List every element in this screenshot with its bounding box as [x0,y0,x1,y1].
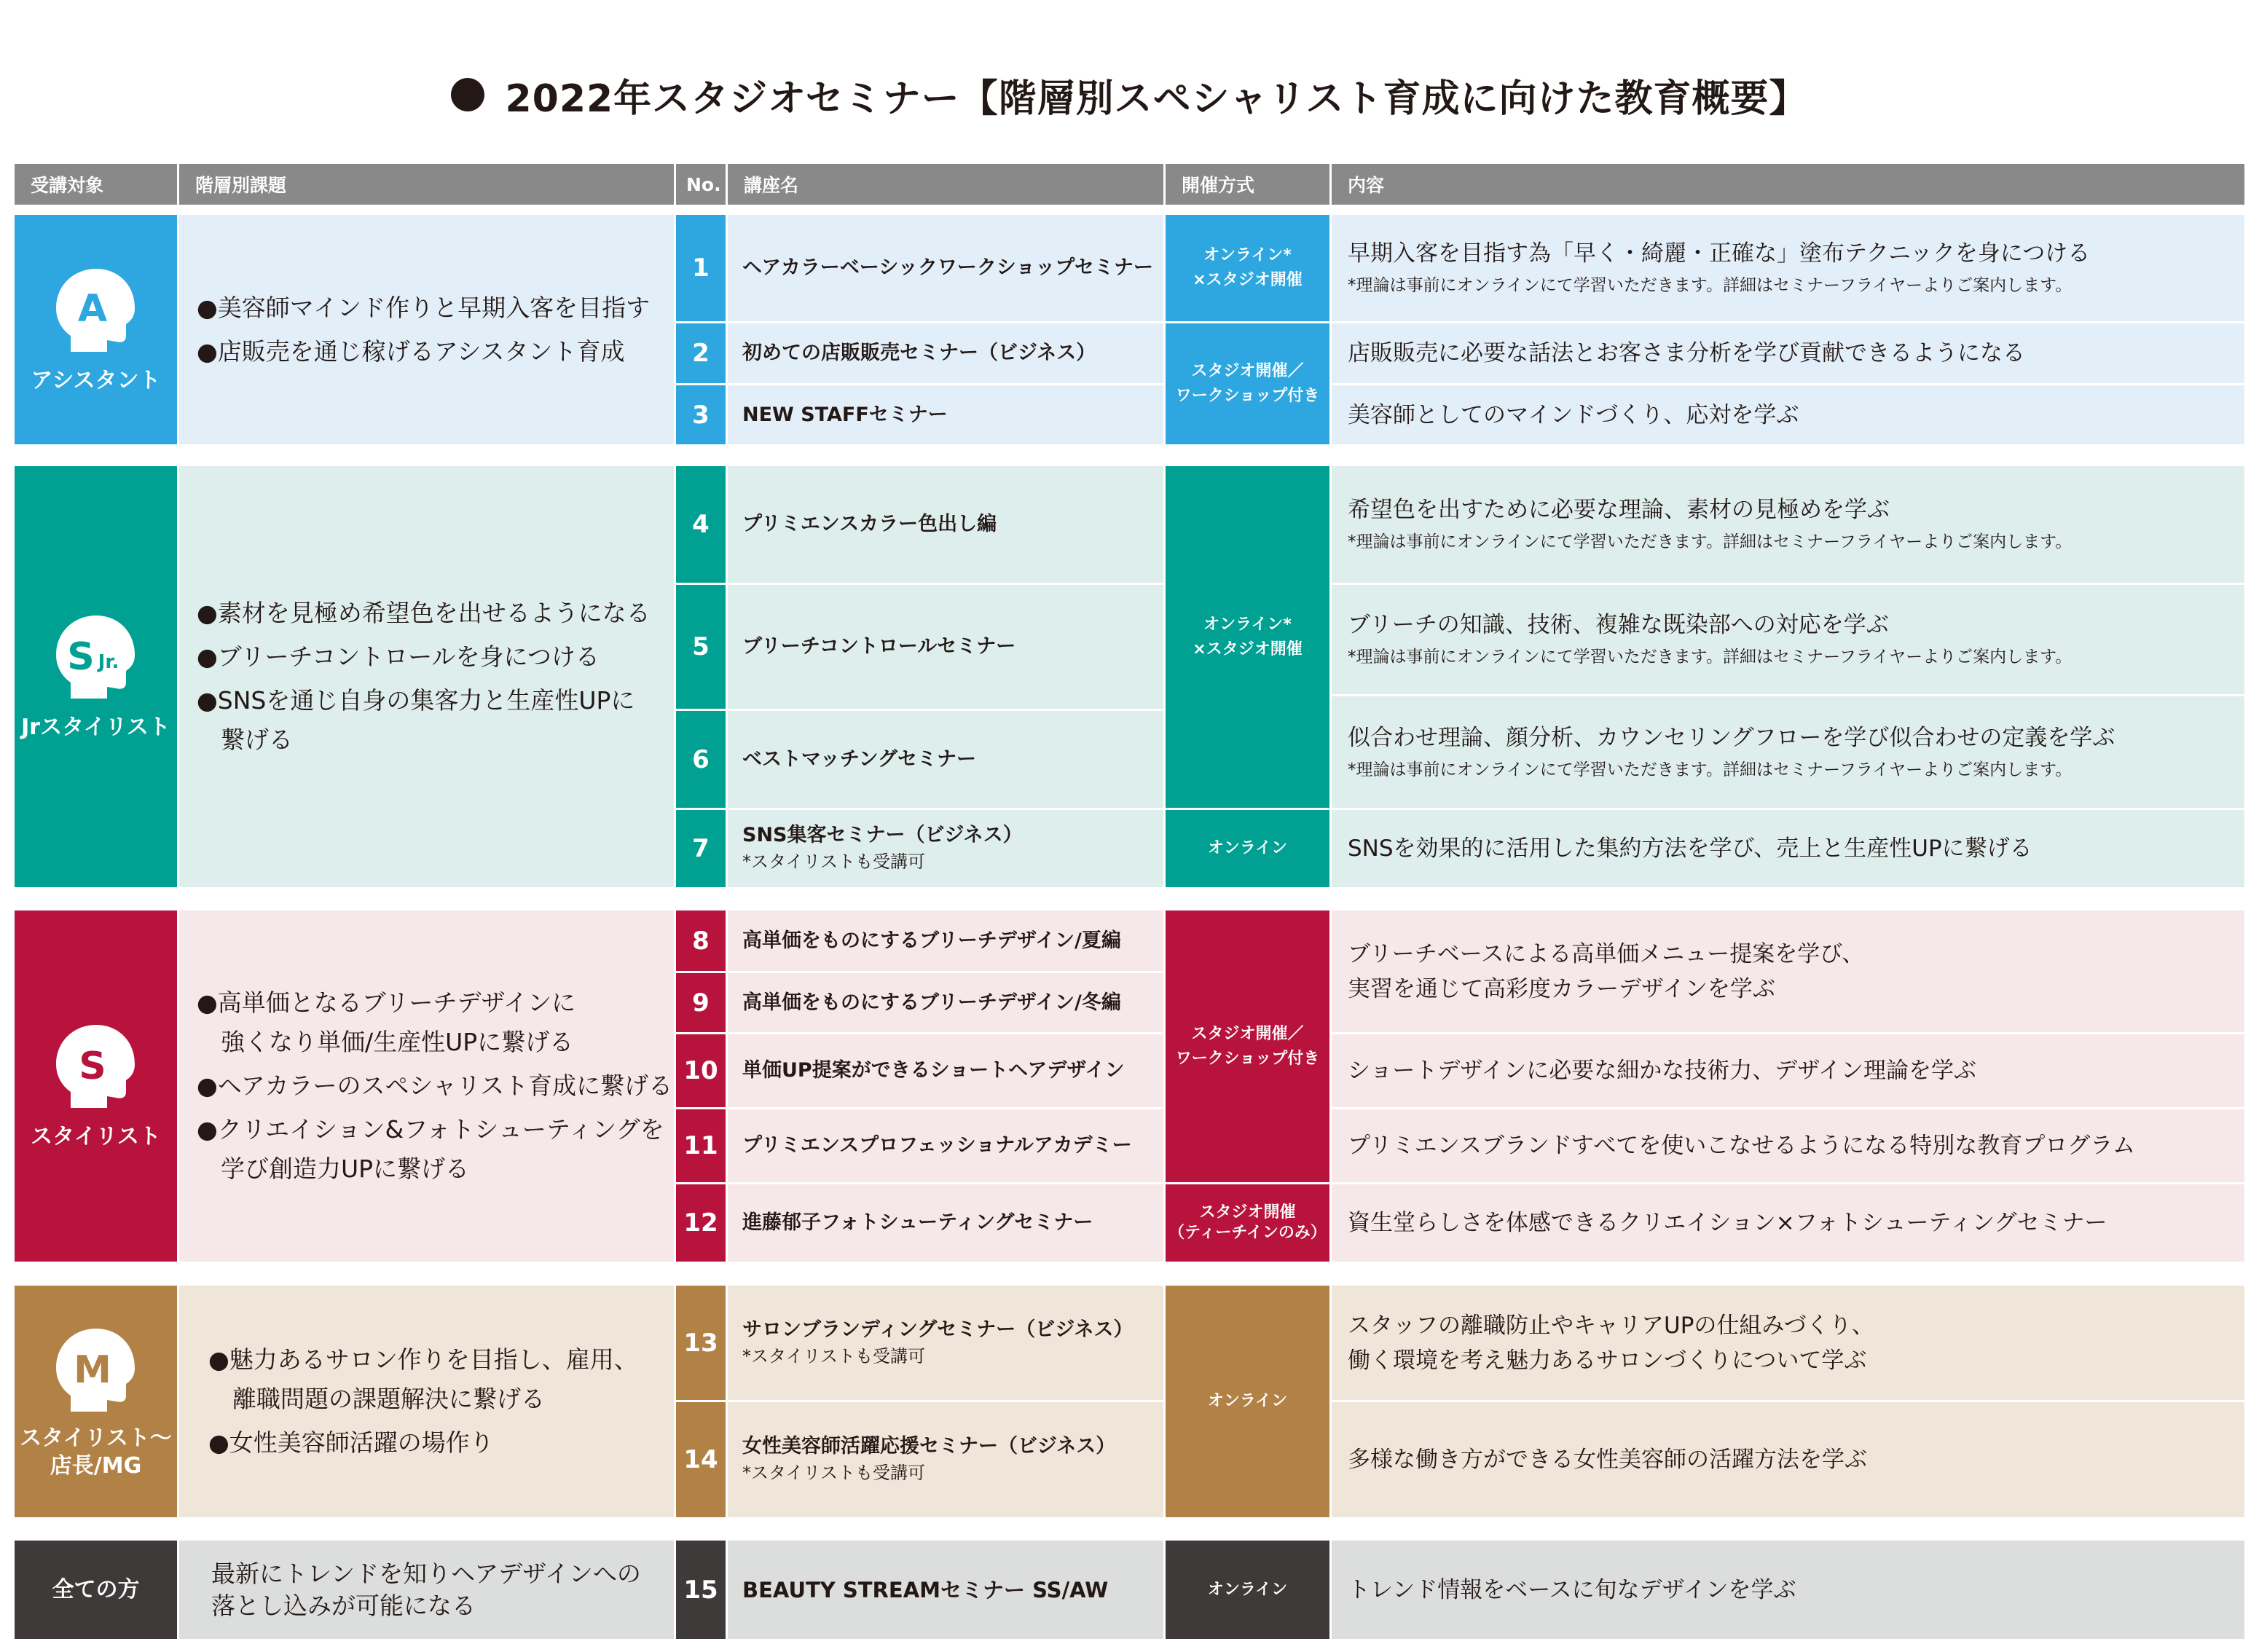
header-no: No. [676,164,726,205]
course-name-10 [728,1034,1163,1107]
course-no-9: 9 [676,973,726,1032]
course-no-3: 3 [676,385,726,444]
content-text: ショートデザインに必要な細かな技術力、デザイン理論を学ぶ [1348,1058,1977,1084]
stylist-badge-icon [49,1019,144,1114]
content-text: トレンド情報をベースに旬なデザインを学ぶ [1348,1576,1796,1603]
course-title: 高単価をものにするブリーチデザイン/冬編 [742,991,1121,1014]
content-text: 店販販売に必要な話法とお客さま分析を学び貢献できるようになる [1348,340,2025,366]
topic-item: 繋げる [197,725,293,754]
course-no-10: 10 [676,1034,726,1107]
topic-item: ●魅力あるサロン作りを目指し、雇用、 [208,1345,638,1374]
course-title: NEW STAFFセミナー [742,403,948,426]
course-name-7 [728,810,1163,887]
manager-badge-icon [49,1323,144,1417]
course-title: ヘアカラーベーシックワークショップセミナー [742,256,1154,279]
header-audience: 受講対象 [15,164,177,205]
course-name-6 [728,711,1163,808]
format-line: スタジオ開催／ [1191,1024,1304,1043]
course-no-14: 14 [676,1402,726,1517]
course-title: 単価UP提案ができるショートヘアデザイン [742,1059,1125,1082]
content-text: 働く環境を考え魅力あるサロンづくりについて学ぶ [1348,1347,1867,1374]
header-content: 内容 [1332,164,2244,205]
course-name-2 [728,323,1163,383]
course-title: プリミエンスプロフェッショナルアカデミー [742,1134,1132,1157]
content-7 [1332,810,2244,887]
course-name-4 [728,466,1163,583]
course-name-12 [728,1184,1163,1262]
course-title: プリミエンスカラー色出し編 [742,513,997,535]
course-name-13 [728,1286,1163,1400]
course-name-15 [728,1541,1163,1639]
topic-item: 学び創造力UPに繋げる [197,1155,470,1183]
course-no-15: 15 [676,1541,726,1639]
page-title-text: 2022年スタジオセミナー【階層別スペシャリスト育成に向けた教育概要】 [505,76,1808,121]
course-note: *スタイリストも受講可 [742,851,926,872]
topics-assistant [179,215,674,444]
course-title: 初めての店販販売セミナー（ビジネス） [742,342,1096,364]
format-line: オンライン* [1203,246,1292,264]
topic-item: ●店販売を通じ稼げるアシスタント育成 [197,337,625,366]
course-note: *スタイリストも受講可 [742,1463,926,1483]
svg-text:A: A [77,286,107,331]
page-title [0,66,2259,124]
content-5 [1332,585,2244,694]
course-no-13: 13 [676,1286,726,1400]
course-name-5 [728,585,1163,709]
course-no-12: 12 [676,1184,726,1262]
assistant-badge-icon [49,263,144,358]
content-text: 多様な働き方ができる女性美容師の活躍方法を学ぶ [1348,1447,1867,1473]
course-title: BEAUTY STREAMセミナー SS/AW [742,1577,1109,1602]
course-no-2: 2 [676,323,726,383]
content-1 [1332,215,2244,321]
header-topics: 階層別課題 [179,164,674,205]
topic-item: ●高単価となるブリーチデザインに [197,988,576,1017]
content-15 [1332,1541,2244,1639]
audience-stylist-label: スタイリスト [31,1124,161,1149]
content-6 [1332,696,2244,808]
topic-item: ●SNSを通じ自身の集客力と生産性UPに [197,686,635,715]
topic-item: ●女性美容師活躍の場作り [208,1428,494,1457]
content-text: プリミエンスブランドすべてを使いこなせるようになる特別な教育プログラム [1348,1133,2135,1159]
course-no-8: 8 [676,910,726,971]
format-line: ワークショップ付き [1175,1049,1320,1068]
course-title: 進藤郁子フォトシューティングセミナー [742,1211,1093,1234]
course-name-9 [728,973,1163,1032]
topic-item: ●ブリーチコントロールを身につける [197,642,600,671]
format-2 [1166,323,1329,444]
format-5 [1166,910,1329,1182]
format-line: スタジオ開催 [1199,1203,1296,1222]
topic-item: 離職問題の課題解決に繋げる [208,1385,545,1413]
course-name-8 [728,910,1163,971]
course-no-1: 1 [676,215,726,321]
audience-jr-label: Jrスタイリスト [21,715,170,740]
course-name-11 [728,1109,1163,1182]
topics-manager [179,1286,674,1517]
course-name-3 [728,385,1163,444]
content-11 [1332,1109,2244,1182]
audience-manager [15,1286,177,1517]
content-text: 早期入客を目指す為「早く・綺麗・正確な」塗布テクニックを身につける [1348,240,2091,267]
topic-item: ●ヘアカラーのスペシャリスト育成に繋げる [197,1071,673,1100]
audience-manager-label-2: 店長/MG [50,1453,142,1479]
content-text: スタッフの離職防止やキャリアUPの仕組みづくり、 [1348,1312,1874,1339]
course-no-7: 7 [676,810,726,887]
course-no-11: 11 [676,1109,726,1182]
content-text: SNSを効果的に活用した集約方法を学び、売上と生産性UPに繋げる [1348,835,2032,862]
content-14 [1332,1402,2244,1517]
course-title: サロンブランディングセミナー（ビジネス） [742,1318,1134,1341]
content-12 [1332,1184,2244,1262]
audience-all-label: 全ての方 [52,1576,140,1602]
topic-item: 最新にトレンドを知りヘアデザインへの [211,1559,641,1588]
header-course: 講座名 [728,164,1163,205]
content-4 [1332,466,2244,583]
audience-all [15,1541,177,1639]
course-note: *スタイリストも受講可 [742,1345,926,1366]
content-10 [1332,1034,2244,1107]
svg-text:M: M [73,1348,111,1392]
content-note: *理論は事前にオンラインにて学習いただきます。詳細はセミナーフライヤーよりご案内します。 [1348,532,2073,551]
format-line: オンライン [1207,839,1288,857]
topic-item: ●クリエイション&フォトシューティングを [197,1115,664,1144]
content-text: 実習を通じて高彩度カラーデザインを学ぶ [1348,975,1775,1002]
content-text: 資生堂らしさを体感できるクリエイション×フォトシューティングセミナー [1348,1210,2107,1236]
course-title: ブリーチコントロールセミナー [742,635,1016,658]
format-6 [1166,1184,1329,1262]
jr-stylist-badge-icon [49,610,144,704]
course-no-4: 4 [676,466,726,583]
format-line: （ティーチインのみ） [1168,1224,1327,1242]
course-name-1 [728,215,1163,321]
content-text: ブリーチの知識、技術、複雑な既染部への対応を学ぶ [1348,612,1889,638]
course-no-6: 6 [676,711,726,808]
topic-item: ●美容師マインド作りと早期入客を目指す [197,293,651,322]
format-line: ワークショップ付き [1175,387,1320,405]
content-3 [1332,385,2244,444]
format-line: スタジオ開催／ [1191,362,1304,380]
format-line: ×スタジオ開催 [1193,640,1303,658]
svg-text:S: S [78,1045,106,1088]
content-note: *理論は事前にオンラインにて学習いただきます。詳細はセミナーフライヤーよりご案内します。 [1348,760,2073,779]
bullet-icon [451,78,484,111]
format-3 [1166,466,1329,808]
content-13 [1332,1286,2244,1400]
audience-stylist [15,910,177,1262]
header-format: 開催方式 [1166,164,1329,205]
content-text: ブリーチベースによる高単価メニュー提案を学び、 [1348,940,1864,967]
format-4 [1166,810,1329,887]
course-title: 高単価をものにするブリーチデザイン/夏編 [742,929,1121,952]
topics-jr-stylist [179,466,674,887]
svg-text:S: S [66,635,95,679]
topics-stylist [179,910,674,1262]
format-line: オンライン [1207,1580,1288,1599]
format-1 [1166,215,1329,321]
content-text: 希望色を出すために必要な理論、素材の見極めを学ぶ [1348,497,1890,523]
course-title: SNS集客セミナー（ビジネス） [742,824,1023,846]
course-no-5: 5 [676,585,726,709]
content-note: *理論は事前にオンラインにて学習いただきます。詳細はセミナーフライヤーよりご案内します。 [1348,648,2073,666]
topic-item: 落とし込みが可能になる [211,1591,476,1620]
format-8 [1166,1541,1329,1639]
content-text: 美容師としてのマインドづくり、応対を学ぶ [1348,401,1799,428]
format-7 [1166,1286,1329,1517]
audience-assistant [15,215,177,444]
content-8 [1332,910,2244,1032]
course-name-14 [728,1402,1163,1517]
content-note: *理論は事前にオンラインにて学習いただきます。詳細はセミナーフライヤーよりご案内します。 [1348,276,2073,295]
course-title: ベストマッチングセミナー [742,747,977,771]
audience-assistant-label: アシスタント [31,367,161,393]
format-line: ×スタジオ開催 [1193,271,1303,289]
svg-text:Jr.: Jr. [98,651,119,673]
audience-manager-label-1: スタイリスト〜 [20,1425,172,1451]
topic-item: 強くなり単価/生産性UPに繋げる [197,1028,574,1056]
format-line: オンライン [1207,1392,1288,1410]
audience-jr-stylist [15,466,177,887]
format-line: オンライン* [1203,615,1292,634]
content-text: 似合わせ理論、顔分析、カウンセリングフローを学び似合わせの定義を学ぶ [1348,724,2115,751]
topic-item: ●素材を見極め希望色を出せるようになる [197,599,651,627]
content-2 [1332,323,2244,383]
topics-all [179,1541,674,1639]
course-title: 女性美容師活躍応援セミナー（ビジネス） [742,1435,1116,1458]
